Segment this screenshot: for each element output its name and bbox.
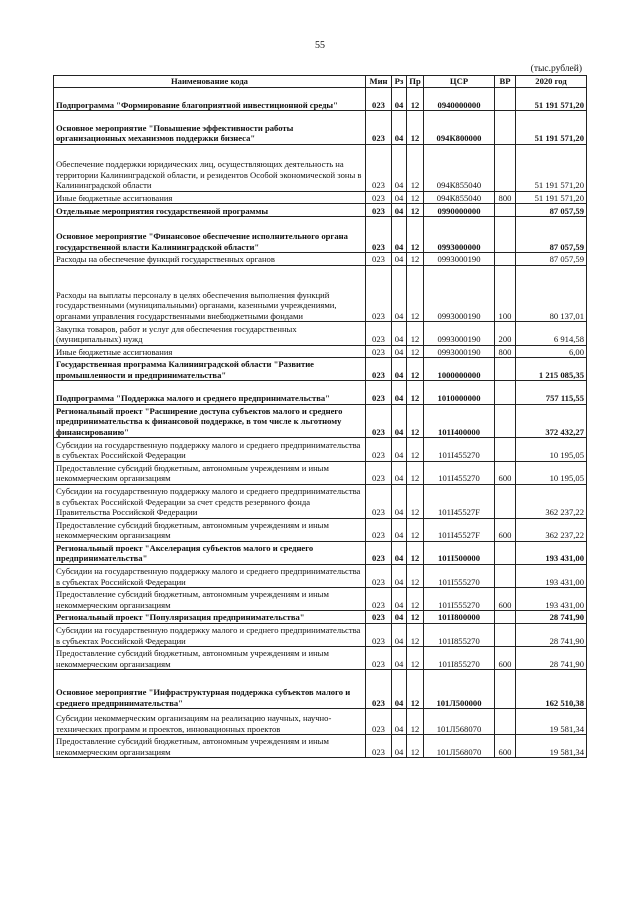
cell-name: Субсидии на государственную поддержку малого и среднего предпринимательства в субъектах Российской Федерации bbox=[54, 623, 366, 646]
cell-vr bbox=[495, 564, 516, 587]
cell-pr: 12 bbox=[407, 735, 424, 758]
cell-name: Региональный проект "Расширение доступа субъектов малого и среднего предпринимательства к финансовой поддержке, в том числе к льготному финансированию" bbox=[54, 404, 366, 438]
cell-name: Субсидии на государственную поддержку малого и среднего предпринимательства в субъектах Российской Федерации bbox=[54, 564, 366, 587]
cell-min: 023 bbox=[366, 358, 392, 381]
cell-min: 023 bbox=[366, 404, 392, 438]
cell-amount: 10 195,05 bbox=[516, 461, 587, 484]
col-header-vr: ВР bbox=[495, 76, 516, 88]
cell-amount: 28 741,90 bbox=[516, 647, 587, 670]
cell-min: 023 bbox=[366, 204, 392, 217]
cell-min: 023 bbox=[366, 647, 392, 670]
cell-rz: 04 bbox=[392, 564, 407, 587]
table-row bbox=[54, 647, 587, 670]
cell-rz: 04 bbox=[392, 484, 407, 518]
cell-vr: 100 bbox=[495, 265, 516, 322]
cell-vr bbox=[495, 709, 516, 735]
cell-csr: 094К855040 bbox=[424, 144, 495, 191]
cell-pr: 12 bbox=[407, 611, 424, 624]
table-row bbox=[54, 438, 587, 461]
table-row bbox=[54, 217, 587, 253]
col-header-min: Мин bbox=[366, 76, 392, 88]
cell-min: 023 bbox=[366, 518, 392, 541]
table-row bbox=[54, 484, 587, 518]
cell-csr: 0993000000 bbox=[424, 217, 495, 253]
cell-vr: 200 bbox=[495, 322, 516, 345]
cell-rz: 04 bbox=[392, 647, 407, 670]
cell-vr bbox=[495, 438, 516, 461]
cell-min: 023 bbox=[366, 709, 392, 735]
cell-vr bbox=[495, 358, 516, 381]
cell-pr: 12 bbox=[407, 88, 424, 111]
cell-name: Иные бюджетные ассигнования bbox=[54, 345, 366, 358]
table-row bbox=[54, 322, 587, 345]
budget-table bbox=[53, 75, 587, 758]
cell-vr: 600 bbox=[495, 518, 516, 541]
cell-csr: 101I45527F bbox=[424, 518, 495, 541]
cell-amount: 80 137,01 bbox=[516, 265, 587, 322]
cell-amount: 87 057,59 bbox=[516, 204, 587, 217]
cell-pr: 12 bbox=[407, 438, 424, 461]
cell-csr: 101I400000 bbox=[424, 404, 495, 438]
cell-name: Обеспечение поддержки юридических лиц, осуществляющих деятельность на территории Калининградской области, и резидентов Особой экономической зоны в Калининградской области bbox=[54, 144, 366, 191]
col-header-csr: ЦСР bbox=[424, 76, 495, 88]
cell-amount: 162 510,38 bbox=[516, 670, 587, 709]
cell-amount: 51 191 571,20 bbox=[516, 191, 587, 204]
cell-min: 023 bbox=[366, 144, 392, 191]
cell-amount: 51 191 571,20 bbox=[516, 111, 587, 145]
table-row bbox=[54, 735, 587, 758]
cell-rz: 04 bbox=[392, 322, 407, 345]
page-number: 55 bbox=[315, 40, 325, 51]
cell-rz: 04 bbox=[392, 191, 407, 204]
cell-name: Подпрограмма "Формирование благоприятной инвестиционной среды" bbox=[54, 88, 366, 111]
cell-pr: 12 bbox=[407, 204, 424, 217]
cell-pr: 12 bbox=[407, 647, 424, 670]
cell-min: 023 bbox=[366, 322, 392, 345]
cell-name: Субсидии на государственную поддержку малого и среднего предпринимательства в субъектах Российской Федерации bbox=[54, 438, 366, 461]
cell-rz: 04 bbox=[392, 735, 407, 758]
table-row bbox=[54, 253, 587, 266]
cell-vr bbox=[495, 541, 516, 564]
cell-rz: 04 bbox=[392, 670, 407, 709]
cell-min: 023 bbox=[366, 265, 392, 322]
cell-pr: 12 bbox=[407, 541, 424, 564]
cell-pr: 12 bbox=[407, 623, 424, 646]
cell-min: 023 bbox=[366, 253, 392, 266]
cell-vr bbox=[495, 217, 516, 253]
cell-name: Основное мероприятие "Финансовое обеспечение исполнительного органа государственной власти Калининградской области" bbox=[54, 217, 366, 253]
cell-csr: 0993000190 bbox=[424, 345, 495, 358]
cell-name: Закупка товаров, работ и услуг для обеспечения государственных (муниципальных) нужд bbox=[54, 322, 366, 345]
cell-csr: 101I45527F bbox=[424, 484, 495, 518]
cell-name: Отдельные мероприятия государственной программы bbox=[54, 204, 366, 217]
cell-pr: 12 bbox=[407, 345, 424, 358]
cell-pr: 12 bbox=[407, 144, 424, 191]
table-row bbox=[54, 144, 587, 191]
cell-vr bbox=[495, 623, 516, 646]
cell-name: Региональный проект "Акселерация субъектов малого и среднего предпринимательства" bbox=[54, 541, 366, 564]
cell-min: 023 bbox=[366, 217, 392, 253]
cell-pr: 12 bbox=[407, 518, 424, 541]
cell-min: 023 bbox=[366, 611, 392, 624]
cell-rz: 04 bbox=[392, 253, 407, 266]
cell-name: Региональный проект "Популяризация предпринимательства" bbox=[54, 611, 366, 624]
table-row bbox=[54, 88, 587, 111]
cell-rz: 04 bbox=[392, 204, 407, 217]
cell-vr: 600 bbox=[495, 461, 516, 484]
table-row bbox=[54, 111, 587, 145]
cell-amount: 362 237,22 bbox=[516, 484, 587, 518]
cell-pr: 12 bbox=[407, 265, 424, 322]
table-row bbox=[54, 191, 587, 204]
table-row bbox=[54, 541, 587, 564]
table-row bbox=[54, 204, 587, 217]
cell-pr: 12 bbox=[407, 588, 424, 611]
cell-min: 023 bbox=[366, 111, 392, 145]
cell-rz: 04 bbox=[392, 345, 407, 358]
cell-min: 023 bbox=[366, 564, 392, 587]
cell-name: Предоставление субсидий бюджетным, автономным учреждениям и иным некоммерческим организациям bbox=[54, 518, 366, 541]
table-row bbox=[54, 404, 587, 438]
table-header-row bbox=[54, 76, 587, 88]
cell-rz: 04 bbox=[392, 438, 407, 461]
cell-pr: 12 bbox=[407, 564, 424, 587]
cell-name: Расходы на выплаты персоналу в целях обеспечения выполнения функций государственными (муниципальными) органами, казенными учреждениями, органами управления государственными внебюджетными фондами bbox=[54, 265, 366, 322]
cell-rz: 04 bbox=[392, 358, 407, 381]
cell-rz: 04 bbox=[392, 611, 407, 624]
cell-amount: 757 115,55 bbox=[516, 381, 587, 404]
cell-name: Предоставление субсидий бюджетным, автономным учреждениям и иным некоммерческим организациям bbox=[54, 588, 366, 611]
cell-pr: 12 bbox=[407, 461, 424, 484]
cell-name: Предоставление субсидий бюджетным, автономным учреждениям и иным некоммерческим организациям bbox=[54, 735, 366, 758]
col-header-year: 2020 год bbox=[516, 76, 587, 88]
table-row bbox=[54, 265, 587, 322]
cell-csr: 0940000000 bbox=[424, 88, 495, 111]
unit-note: (тыс.рублей) bbox=[530, 64, 582, 74]
table-row bbox=[54, 345, 587, 358]
cell-amount: 87 057,59 bbox=[516, 253, 587, 266]
cell-rz: 04 bbox=[392, 88, 407, 111]
cell-vr bbox=[495, 111, 516, 145]
cell-min: 023 bbox=[366, 381, 392, 404]
cell-min: 023 bbox=[366, 541, 392, 564]
cell-amount: 51 191 571,20 bbox=[516, 144, 587, 191]
cell-csr: 0993000190 bbox=[424, 322, 495, 345]
table-row bbox=[54, 518, 587, 541]
col-header-pr: Пр bbox=[407, 76, 424, 88]
cell-pr: 12 bbox=[407, 191, 424, 204]
col-header-name: Наименование кода bbox=[54, 76, 366, 88]
cell-rz: 04 bbox=[392, 144, 407, 191]
cell-vr bbox=[495, 253, 516, 266]
table-row bbox=[54, 564, 587, 587]
cell-rz: 04 bbox=[392, 709, 407, 735]
cell-amount: 10 195,05 bbox=[516, 438, 587, 461]
cell-csr: 101I455270 bbox=[424, 438, 495, 461]
cell-pr: 12 bbox=[407, 670, 424, 709]
cell-min: 023 bbox=[366, 345, 392, 358]
cell-pr: 12 bbox=[407, 253, 424, 266]
cell-min: 023 bbox=[366, 735, 392, 758]
cell-rz: 04 bbox=[392, 518, 407, 541]
cell-pr: 12 bbox=[407, 709, 424, 735]
cell-pr: 12 bbox=[407, 322, 424, 345]
cell-amount: 51 191 571,20 bbox=[516, 88, 587, 111]
cell-amount: 28 741,90 bbox=[516, 623, 587, 646]
cell-rz: 04 bbox=[392, 265, 407, 322]
cell-amount: 87 057,59 bbox=[516, 217, 587, 253]
cell-vr bbox=[495, 404, 516, 438]
cell-amount: 193 431,00 bbox=[516, 564, 587, 587]
cell-min: 023 bbox=[366, 623, 392, 646]
cell-name: Иные бюджетные ассигнования bbox=[54, 191, 366, 204]
cell-csr: 1010000000 bbox=[424, 381, 495, 404]
cell-csr: 094К855040 bbox=[424, 191, 495, 204]
cell-pr: 12 bbox=[407, 381, 424, 404]
cell-csr: 101I555270 bbox=[424, 588, 495, 611]
cell-vr: 600 bbox=[495, 647, 516, 670]
cell-csr: 0993000190 bbox=[424, 265, 495, 322]
cell-vr: 600 bbox=[495, 588, 516, 611]
cell-vr bbox=[495, 484, 516, 518]
table-row bbox=[54, 670, 587, 709]
cell-csr: 1000000000 bbox=[424, 358, 495, 381]
cell-amount: 19 581,34 bbox=[516, 709, 587, 735]
cell-csr: 0993000190 bbox=[424, 253, 495, 266]
table-row bbox=[54, 381, 587, 404]
cell-amount: 362 237,22 bbox=[516, 518, 587, 541]
cell-rz: 04 bbox=[392, 404, 407, 438]
cell-min: 023 bbox=[366, 438, 392, 461]
table-row bbox=[54, 588, 587, 611]
table-row bbox=[54, 611, 587, 624]
cell-amount: 372 432,27 bbox=[516, 404, 587, 438]
cell-amount: 1 215 085,35 bbox=[516, 358, 587, 381]
cell-amount: 193 431,00 bbox=[516, 588, 587, 611]
cell-min: 023 bbox=[366, 670, 392, 709]
cell-vr: 800 bbox=[495, 191, 516, 204]
cell-vr bbox=[495, 144, 516, 191]
cell-min: 023 bbox=[366, 88, 392, 111]
cell-amount: 19 581,34 bbox=[516, 735, 587, 758]
cell-pr: 12 bbox=[407, 111, 424, 145]
cell-vr bbox=[495, 381, 516, 404]
cell-vr: 800 bbox=[495, 345, 516, 358]
cell-amount: 6 914,58 bbox=[516, 322, 587, 345]
cell-rz: 04 bbox=[392, 381, 407, 404]
cell-csr: 101I855270 bbox=[424, 647, 495, 670]
cell-name: Государственная программа Калининградской области "Развитие промышленности и предпринимательства" bbox=[54, 358, 366, 381]
cell-rz: 04 bbox=[392, 623, 407, 646]
cell-csr: 101I455270 bbox=[424, 461, 495, 484]
cell-rz: 04 bbox=[392, 588, 407, 611]
cell-rz: 04 bbox=[392, 111, 407, 145]
cell-rz: 04 bbox=[392, 217, 407, 253]
cell-name: Субсидии некоммерческим организациям на реализацию научных, научно-технических программ и проектов, инновационных проектов bbox=[54, 709, 366, 735]
cell-csr: 101I855270 bbox=[424, 623, 495, 646]
table-row bbox=[54, 709, 587, 735]
cell-csr: 101I500000 bbox=[424, 541, 495, 564]
table-row bbox=[54, 358, 587, 381]
cell-vr bbox=[495, 204, 516, 217]
col-header-rz: Рз bbox=[392, 76, 407, 88]
cell-min: 023 bbox=[366, 461, 392, 484]
cell-csr: 094К800000 bbox=[424, 111, 495, 145]
cell-name: Подпрограмма "Поддержка малого и среднего предпринимательства" bbox=[54, 381, 366, 404]
cell-pr: 12 bbox=[407, 217, 424, 253]
cell-vr bbox=[495, 670, 516, 709]
cell-csr: 101Л568070 bbox=[424, 735, 495, 758]
cell-name: Основное мероприятие "Инфраструктурная поддержка субъектов малого и среднего предпринимательства" bbox=[54, 670, 366, 709]
cell-name: Предоставление субсидий бюджетным, автономным учреждениям и иным некоммерческим организациям bbox=[54, 461, 366, 484]
cell-csr: 101Л568070 bbox=[424, 709, 495, 735]
cell-csr: 101I555270 bbox=[424, 564, 495, 587]
cell-name: Основное мероприятие "Повышение эффективности работы организационных механизмов поддержки бизнеса" bbox=[54, 111, 366, 145]
cell-amount: 6,00 bbox=[516, 345, 587, 358]
cell-rz: 04 bbox=[392, 461, 407, 484]
table-body bbox=[54, 88, 587, 758]
cell-csr: 0990000000 bbox=[424, 204, 495, 217]
cell-name: Расходы на обеспечение функций государственных органов bbox=[54, 253, 366, 266]
cell-rz: 04 bbox=[392, 541, 407, 564]
cell-name: Предоставление субсидий бюджетным, автономным учреждениям и иным некоммерческим организациям bbox=[54, 647, 366, 670]
cell-amount: 28 741,90 bbox=[516, 611, 587, 624]
cell-vr: 600 bbox=[495, 735, 516, 758]
cell-min: 023 bbox=[366, 191, 392, 204]
cell-vr bbox=[495, 611, 516, 624]
cell-pr: 12 bbox=[407, 404, 424, 438]
cell-pr: 12 bbox=[407, 484, 424, 518]
cell-amount: 193 431,00 bbox=[516, 541, 587, 564]
cell-name: Субсидии на государственную поддержку малого и среднего предпринимательства в субъектах Российской Федерации за счет средств резервного фонда Правительства Российской Федерации bbox=[54, 484, 366, 518]
cell-csr: 101Л500000 bbox=[424, 670, 495, 709]
cell-vr bbox=[495, 88, 516, 111]
table-row bbox=[54, 623, 587, 646]
cell-pr: 12 bbox=[407, 358, 424, 381]
cell-min: 023 bbox=[366, 588, 392, 611]
cell-csr: 101I800000 bbox=[424, 611, 495, 624]
cell-min: 023 bbox=[366, 484, 392, 518]
table-row bbox=[54, 461, 587, 484]
